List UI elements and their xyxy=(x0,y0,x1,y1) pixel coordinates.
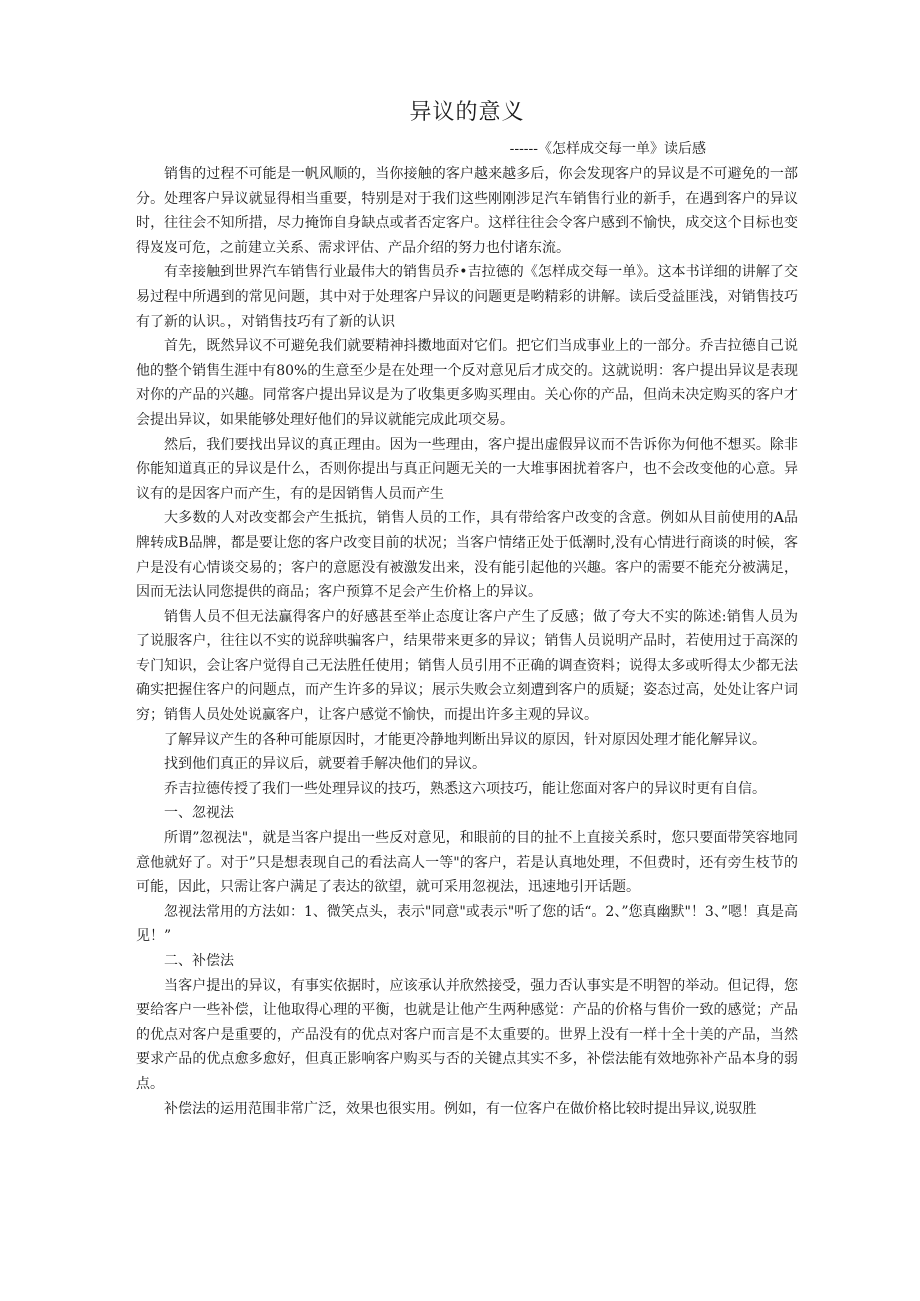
paragraph-2: 有幸接触到世界汽车销售行业最伟大的销售员乔•吉拉德的《怎样成交每一单》。这本书详细的讲解了交易过程中所遇到的常见问题，其中对于处理客户异议的问题更是哟精彩的讲解。读后受益匪浅，对销售技巧有了新的认识。，对销售技巧有了新的认识 xyxy=(136,264,798,330)
paragraph-3: 首先，既然异议不可避免我们就要精神抖擞地面对它们。把它们当成事业上的一部分。乔吉拉德自己说他的整个销售生涯中有80%的生意至少是在处理一个反对意见后才成交的。这就说明：客户提出异议是表现对你的产品的兴趣。同常客户提出异议是为了收集更多购买理由。关心你的产品，但尚未决定购买的客户才会提出异议，如果能够处理好他们的异议就能完成此项交易。 xyxy=(136,338,798,428)
document-subtitle: ------《怎样成交每一单》读后感 xyxy=(509,141,706,157)
section-heading-ignore-method: 一、忽视法 xyxy=(164,805,234,822)
paragraph-4: 然后，我们要找出异议的真正理由。因为一些理由，客户提出虚假异议而不告诉你为何他不想买。除非你能知道真正的异议是什么，否则你提出与真正问题无关的一大堆事困扰着客户，也不会改变他的心意。异议有的是因客户而产生，有的是因销售人员而产生 xyxy=(136,436,798,502)
section2-paragraph-1: 当客户提出的异议，有事实依据时，应该承认并欣然接受，强力否认事实是不明智的举动。但记得，您要给客户一些补偿，让他取得心理的平衡，也就是让他产生两种感觉：产品的价格与售价一致的感觉；产品的优点对客户是重要的，产品没有的优点对客户而言是不太重要的。世界上没有一样十全十美的产品，当然要求产品的优点愈多愈好，但真正影响客户购买与否的关键点其实不多，补偿法能有效地弥补产品本身的弱点。 xyxy=(136,977,798,1092)
document-page xyxy=(136,96,798,1121)
paragraph-9: 乔吉拉德传授了我们一些处理异议的技巧，熟悉这六项技巧，能让您面对客户的异议时更有自信。 xyxy=(164,780,766,797)
document-title: 异议的意义 xyxy=(409,100,525,125)
paragraph-6: 销售人员不但无法赢得客户的好感甚至举止态度让客户产生了反感；做了夸大不实的陈述:销售人员为了说服客户，往往以不实的说辞哄骗客户，结果带来更多的异议；销售人员说明产品时，若使用过于高深的专门知识，会让客户觉得自己无法胜任使用；销售人员引用不正确的调查资料；说得太多或听得太少都无法确实把握住客户的问题点，而产生许多的异议；展示失败会立刻遭到客户的质疑；姿态过高，处处让客户词穷；销售人员处处说赢客户，让客户感觉不愉快，而提出许多主观的异议。 xyxy=(136,608,798,724)
paragraph-5: 大多数的人对改变都会产生抵抗，销售人员的工作，具有带给客户改变的含意。例如从目前使用的A品牌转成B品牌，都是要让您的客户改变目前的状况；当客户情绪正处于低潮时,没有心情进行商谈的时候，客户是没有心情谈交易的；客户的意愿没有被激发出来，没有能引起他的兴趣。客户的需要不能充分被满足，因而无法认同您提供的商品；客户预算不足会产生价格上的异议。 xyxy=(136,510,798,601)
section1-paragraph-1: 所谓”忽视法"，就是当客户提出一些反对意见，和眼前的目的扯不上直接关系时，您只要面带笑容地同意他就好了。对于”只是想表现自己的看法高人一等"的客户，若是认真地处理，不但费时，还有旁生枝节的可能，因此，只需让客户满足了表达的欲望，就可采用忽视法，迅速地引开话题。 xyxy=(136,830,798,896)
paragraph-1: 销售的过程不可能是一帆风顺的，当你接触的客户越来越多后，你会发现客户的异议是不可避免的一部分。处理客户异议就显得相当重要，特别是对于我们这些刚刚涉足汽车销售行业的新手，在遇到客户的异议时，往往会不知所措，尽力掩饰自身缺点或者否定客户。这样往往会令客户感到不愉快，成交这个目标也变得岌岌可危，之前建立关系、需求评估、产品介绍的努力也付诸东流。 xyxy=(136,166,798,256)
section2-paragraph-2: 补偿法的运用范围非常广泛，效果也很实用。例如，有一位客户在做价格比较时提出异议,说驭胜 xyxy=(164,1100,757,1117)
section1-paragraph-2: 忽视法常用的方法如：1、微笑点头，表示"同意"或表示"听了您的话“。2、”您真幽默"！3、”嗯！真是高见！” xyxy=(136,903,798,945)
paragraph-7: 了解异议产生的各种可能原因时，才能更冷静地判断出异议的原因，针对原因处理才能化解异议。 xyxy=(164,731,766,748)
paragraph-8: 找到他们真正的异议后，就要着手解决他们的异议。 xyxy=(164,756,486,773)
section-heading-compensation-method: 二、补偿法 xyxy=(164,953,234,969)
